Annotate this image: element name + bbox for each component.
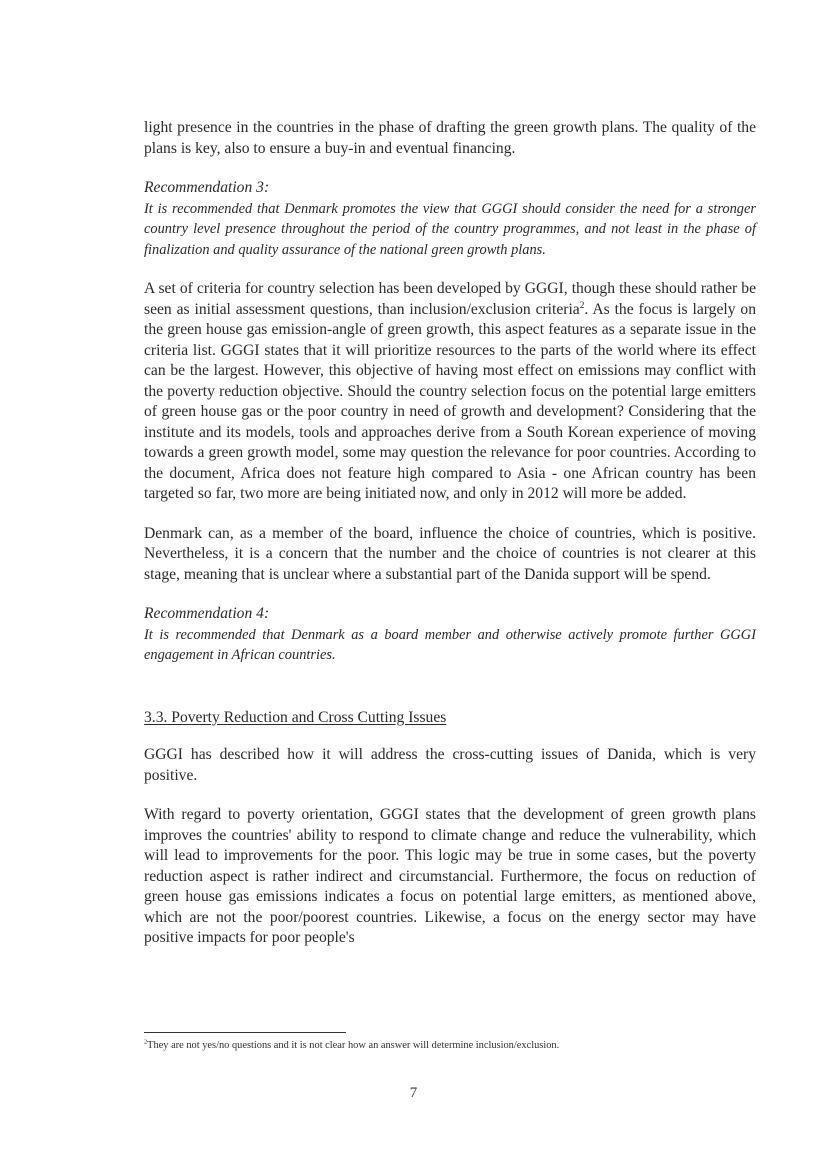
page-number: 7 xyxy=(409,1085,418,1101)
paragraph-cross-cutting: GGGI has described how it will address the cross-cutting issues of Danida, which is very positive. xyxy=(144,746,756,784)
footnote-reference[interactable]: 2 xyxy=(579,300,585,311)
paragraph-intro: light presence in the countries in the phase of drafting the green growth plans. The quality of the plans is key, also to ensure a buy-in and eventual financing. xyxy=(144,119,756,157)
footnote-marker: 2 xyxy=(144,1038,148,1046)
recommendation-3-body: It is recommended that Denmark promotes the view that GGGI should consider the need for a stronger country level presence throughout the period of the country programmes, and not least in the phase of finalization and quality assurance of the national green growth plans. xyxy=(144,200,756,258)
recommendation-4-title: Recommendation 4: xyxy=(144,605,270,622)
footnote-text: They are not yes/no questions and it is not clear how an answer will determine inclusion/exclusion. xyxy=(147,1040,560,1051)
footnote xyxy=(144,1039,756,1052)
footnote-divider xyxy=(144,1032,346,1033)
recommendation-4-body: It is recommended that Denmark as a board member and otherwise actively promote further GGGI engagement in African countries. xyxy=(144,626,756,663)
paragraph-country-selection-tail: . As the focus is largely on the green house gas emission-angle of green growth, this aspect features as a separate issue in the criteria list. GGGI states that it will prioritize resources to the parts of the world where its effect can be the largest. However, this objective of having most effect on emissions may conflict with the poverty reduction objective. Should the country selection focus on the potential large emitters of green house gas or the poor country in need of growth and development? Considering that the institute and its models, tools and approaches derive from a South Korean experience of moving towards a green growth model, some may question the relevance for poor countries. According to the document, Africa does not feature high compared to Asia - one African country has been targeted so far, two more are being initiated now, and only in 2012 will more be added. xyxy=(144,300,756,502)
paragraph-poverty-orientation: With regard to poverty orientation, GGGI states that the development of green growth plans improves the countries' ability to respond to climate change and reduce the vulnerability, which will lead to improvements for the poor. This logic may be true in some cases, but the poverty reduction aspect is rather indirect and circumstancial. Furthermore, the focus on reduction of green house gas emissions indicates a focus on potential large emitters, as mentioned above, which are not the poor/poorest countries. Likewise, a focus on the energy sector may have positive impacts for poor people's xyxy=(144,806,756,946)
paragraph-country-selection-text: A set of criteria for country selection has been developed by GGGI, though these should rather be seen as initial assessment questions, than inclusion/exclusion criteria xyxy=(144,280,756,318)
body-text xyxy=(144,118,756,949)
paragraph-board-influence: Denmark can, as a member of the board, influence the choice of countries, which is positive. Nevertheless, it is a concern that the number and the choice of countries is not clearer at this stage, meaning that is unclear where a substantial part of the Danida support will be spend. xyxy=(144,524,756,583)
section-heading: 3.3. Poverty Reduction and Cross Cutting Issues xyxy=(144,708,447,726)
paragraph-country-selection xyxy=(144,279,756,505)
recommendation-3-title: Recommendation 3: xyxy=(144,179,270,196)
